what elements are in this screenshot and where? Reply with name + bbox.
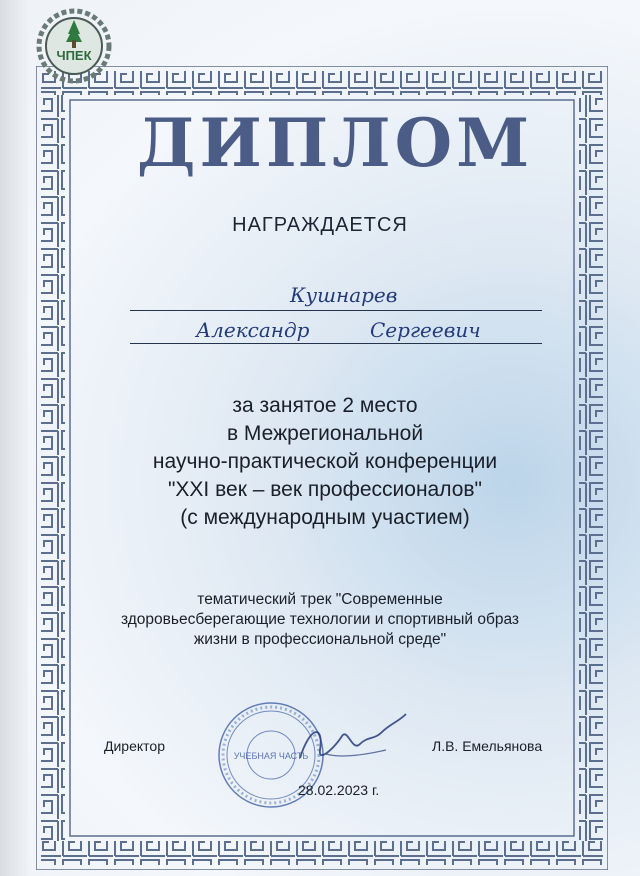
signatory-role: Директор [104, 738, 165, 754]
issue-date: 28.02.2023 г. [298, 782, 380, 798]
body-line: (с международным участием) [180, 506, 470, 529]
signatory-name: Л.В. Емельянова [432, 738, 543, 754]
body-line: "XXI век – век профессионалов" [167, 478, 483, 501]
awarded-label: НАГРАЖДАЕТСЯ [232, 214, 408, 236]
track-description [80, 590, 560, 650]
college-logo [36, 8, 112, 84]
body-line: научно-практической конференции [152, 450, 498, 473]
certificate-title: ДИПЛОМ [136, 104, 534, 182]
body-line: за занятое 2 место [232, 394, 418, 417]
track-line: тематический трек "Современные [197, 591, 443, 608]
recipient-first-name: Александр [196, 318, 310, 342]
recipient-surname: Кушнарев [290, 283, 398, 307]
surname-line [130, 310, 542, 311]
body-line: в Межрегиональной [226, 422, 424, 445]
award-reason [100, 392, 550, 532]
scan-edge [0, 0, 28, 876]
director-signature [290, 706, 410, 776]
stamp-text: УЧЕБНАЯ ЧАСТЬ [233, 751, 309, 761]
recipient-patronymic: Сергеевич [370, 318, 481, 342]
track-line: жизни в профессиональной среде" [193, 631, 447, 648]
track-line: здоровьесберегающие технологии и спортивный образ [120, 611, 520, 628]
logo-text: ЧПЕК [56, 48, 92, 63]
name-line [130, 343, 542, 344]
